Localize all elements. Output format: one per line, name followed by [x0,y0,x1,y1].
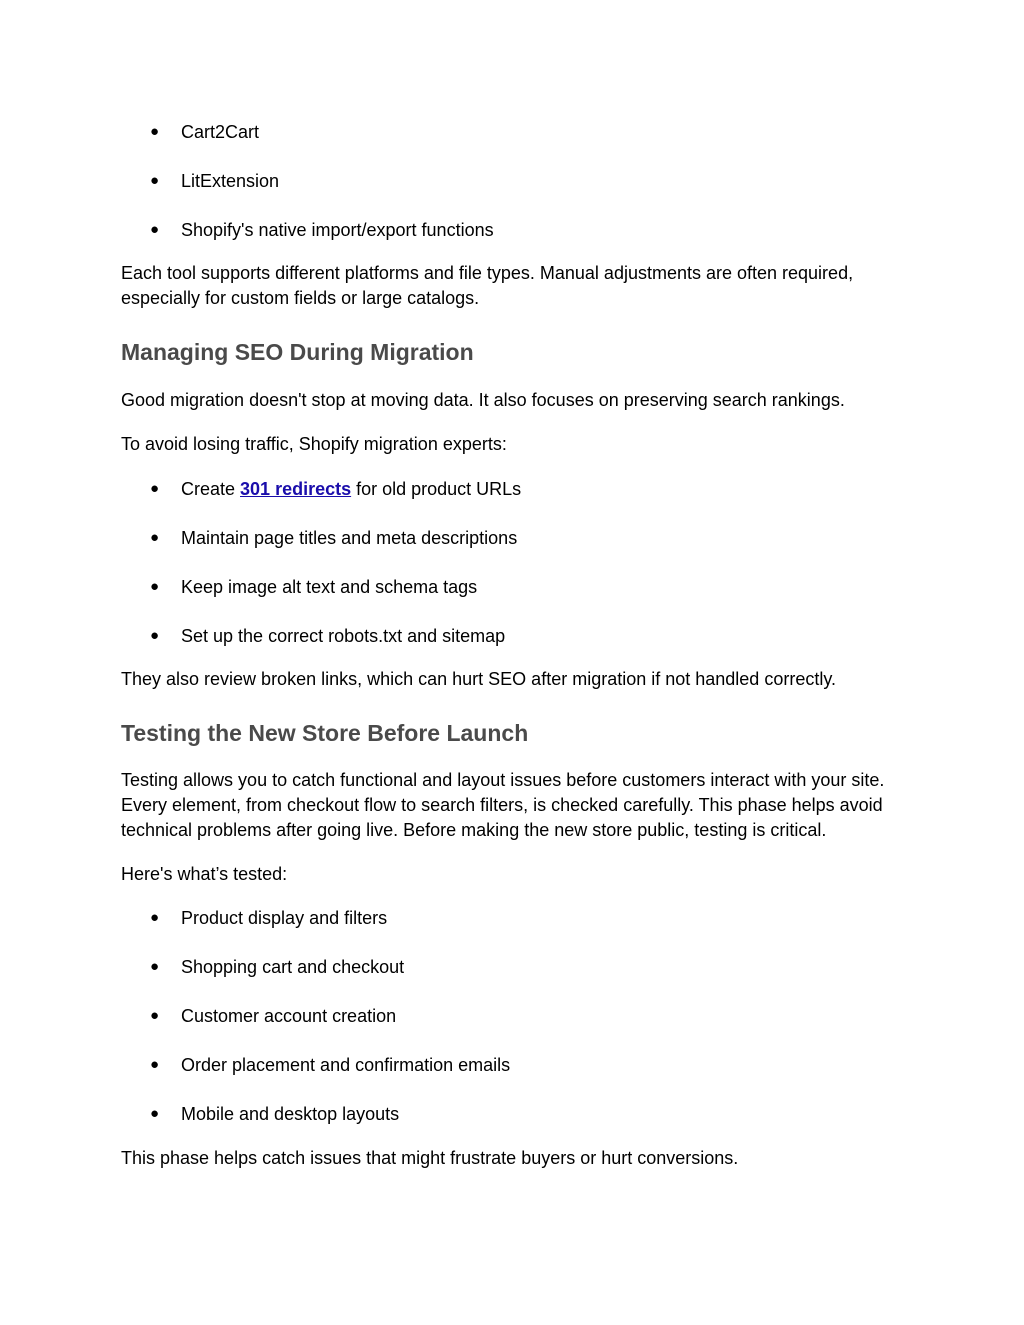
list-item-text: Customer account creation [181,1006,397,1026]
list-item [0,527,1024,576]
list-item [0,121,1024,170]
testing-lead: Here's what’s tested: [121,864,288,884]
seo-outro: They also review broken links, which can hurt SEO after migration if not handled correctly. [121,669,836,689]
testing-heading: Testing the New Store Before Launch [121,720,529,746]
list-item-text: Shopping cart and checkout [181,957,405,977]
testing-outro: This phase helps catch issues that might frustrate buyers or hurt conversions. [121,1148,739,1168]
tools-paragraph: Each tool supports different platforms and file types. Manual adjustments are often required, especially for custom fields or large catalogs. [121,263,854,308]
list-item-text: Maintain page titles and meta descriptions [181,528,518,548]
bullet-icon: ● [150,909,160,926]
list-item-text: Shopify's native import/export functions [181,220,494,240]
list-item-text [181,478,521,500]
testing-list [0,907,1024,1152]
list-item-text: Product display and filters [181,908,388,928]
list-item [0,1054,1024,1103]
tools-list [0,121,1024,268]
list-item-text: Order placement and confirmation emails [181,1055,511,1075]
bullet-icon: ● [150,627,160,644]
list-item-text: Cart2Cart [181,122,260,142]
testing-intro: Testing allows you to catch functional and layout issues before customers interact with your site. Every element, from checkout flow to search filters, is checked carefully. This phase helps avoid technical problems after going live. Before making the new store public, testing is critical. [121,770,885,840]
bullet-icon: ● [150,123,160,140]
bullet-icon: ● [150,221,160,238]
list-item-suffix: for old product URLs [351,479,522,499]
bullet-icon: ● [150,958,160,975]
list-item [0,907,1024,956]
bullet-icon: ● [150,1105,160,1122]
list-item-text: LitExtension [181,171,280,191]
list-item [0,576,1024,625]
list-item [0,956,1024,1005]
bullet-icon: ● [150,480,160,497]
bullet-icon: ● [150,172,160,189]
list-item [0,1005,1024,1054]
bullet-icon: ● [150,578,160,595]
seo-intro: Good migration doesn't stop at moving data. It also focuses on preserving search rankings. [121,390,845,410]
bullet-icon: ● [150,1056,160,1073]
seo-heading: Managing SEO During Migration [121,339,474,365]
list-item-prefix: Create [181,479,241,499]
list-item-text: Mobile and desktop layouts [181,1104,400,1124]
list-item-text: Keep image alt text and schema tags [181,577,478,597]
bullet-icon: ● [150,529,160,546]
seo-lead: To avoid losing traffic, Shopify migration experts: [121,434,507,454]
301-redirects-link[interactable]: 301 redirects [240,479,352,499]
list-item-text: Set up the correct robots.txt and sitemap [181,626,506,646]
bullet-icon: ● [150,1007,160,1024]
list-item [0,1103,1024,1152]
list-item [0,170,1024,219]
seo-list [0,478,1024,674]
list-item [0,478,1024,527]
